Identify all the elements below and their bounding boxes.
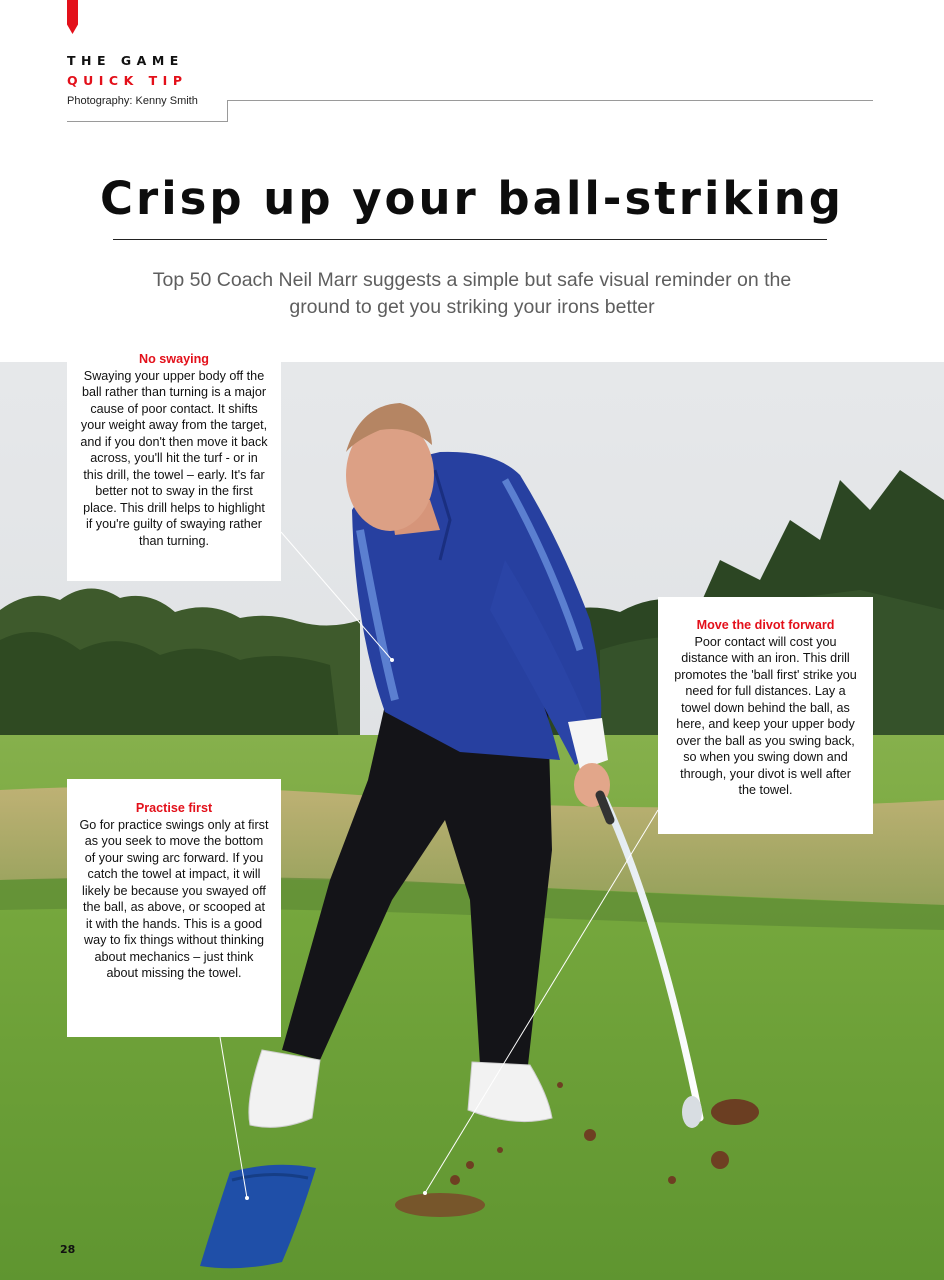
header-rule — [67, 121, 228, 122]
callout-body: Poor contact will cost you distance with an iron. This drill promotes the 'ball first' strike you need for full distances. Lay a towel down behind the ball, as here, and keep your upper body over the ball as you swing back, so when you swing down and through, your divot is well after the towel. — [674, 634, 857, 797]
photo-credit: Photography: Kenny Smith — [67, 95, 198, 107]
callout-title: Practise first — [135, 801, 213, 815]
header-rule-step — [227, 100, 228, 122]
section-marker — [67, 0, 78, 34]
section-label: THE GAME — [67, 53, 184, 68]
headline-rule — [113, 239, 827, 240]
page-number: 28 — [60, 1243, 76, 1256]
subsection-label: QUICK TIP — [67, 73, 188, 88]
standfirst: Top 50 Coach Neil Marr suggests a simple but safe visual reminder on the ground to get you striking your irons better — [152, 269, 792, 318]
callout-body: Swaying your upper body off the ball rather than turning is a major cause of poor contact. It shifts your weight away from the target, and if you don't then move it back across, you'll hit the turf - or in this drill, the towel – early. It's far better not to sway in the first place. This drill helps to highlight if you're guilty of swaying rather than turning. — [80, 368, 268, 548]
headline: Crisp up your ball-striking — [100, 172, 844, 225]
callout-body: Go for practice swings only at first as you seek to move the bottom of your swing arc forward. If you catch the towel at impact, it will likely be because you swayed off the ball, as above, or scooped at it with the hands. This is a good way to fix things without thinking about mechanics – just think about missing the towel. — [79, 817, 269, 980]
callout-move-divot-forward — [658, 597, 873, 834]
callout-title: No swaying — [139, 352, 209, 366]
header-rule-long — [227, 100, 873, 101]
callout-practise-first — [67, 779, 281, 1037]
callout-title: Move the divot forward — [696, 618, 835, 632]
callout-no-swaying — [67, 345, 281, 581]
